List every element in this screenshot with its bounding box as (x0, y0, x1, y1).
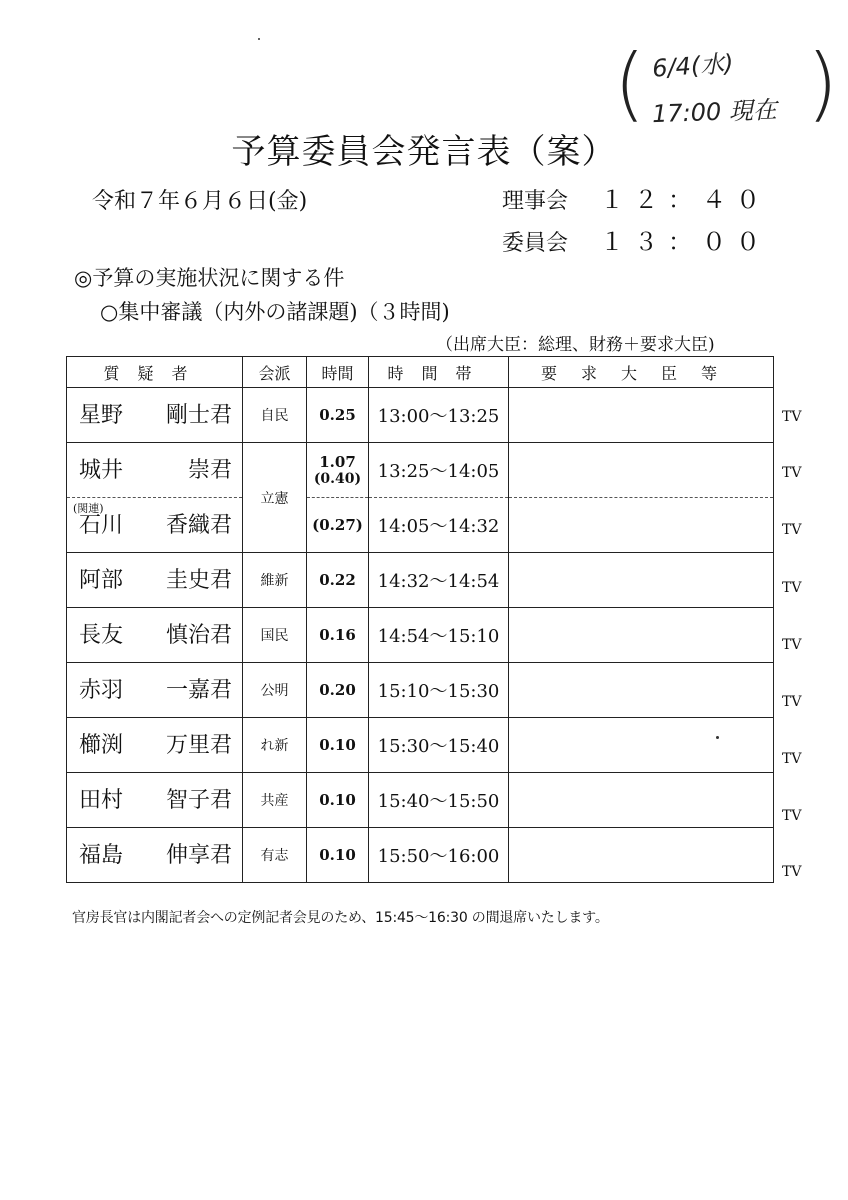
minutes-cell: 0.20 (307, 663, 369, 718)
table-row (67, 663, 774, 718)
party-cell: 自民 (243, 388, 307, 443)
tv-mark: TV (782, 580, 802, 596)
header-minutes: 時間 (307, 357, 369, 388)
table-row (67, 773, 774, 828)
given-name: 万里君 (165, 733, 232, 758)
party-cell: 維新 (243, 553, 307, 608)
meeting-date: 令和７年６月６日(金) (92, 189, 308, 214)
family-name: 福島 (79, 843, 124, 868)
timespan-cell: 13:25〜14:05 (369, 443, 509, 498)
minutes-total: 1.07 (319, 453, 356, 471)
note-date: 6/4(水) (651, 49, 735, 83)
tv-mark: TV (782, 637, 802, 653)
rijikai-time: １２：４０ (600, 186, 770, 214)
note-paren-close: ) (806, 37, 838, 130)
attending-ministers: （出席大臣：総理、財務＋要求大臣) (436, 335, 715, 355)
ministers-cell (509, 773, 774, 828)
minutes-cell: 0.22 (307, 553, 369, 608)
tv-mark: TV (782, 751, 802, 767)
ministers-cell (509, 663, 774, 718)
ministers-cell (509, 718, 774, 773)
party-cell: 共産 (243, 773, 307, 828)
scan-speck (716, 736, 719, 739)
table-row (67, 388, 774, 443)
schedule-table (66, 356, 774, 883)
footer-note: 官房長官は内閣記者会への定例記者会見のため、15:45〜16:30 の間退席いたします。 (72, 910, 609, 926)
given-name: 圭史君 (165, 568, 232, 593)
given-name: 智子君 (165, 788, 232, 813)
timespan-cell: 15:40〜15:50 (369, 773, 509, 828)
family-name: 阿部 (79, 568, 124, 593)
given-name: 剛士君 (165, 403, 232, 428)
header-party: 会派 (243, 357, 307, 388)
questioner-cell (67, 773, 243, 828)
header-row (67, 357, 774, 388)
questioner-cell (67, 553, 243, 608)
kanren-label: (関連) (73, 502, 104, 515)
given-name: 一嘉君 (165, 678, 232, 703)
timespan-cell: 15:50〜16:00 (369, 828, 509, 883)
header-timespan: 時間帯 (369, 357, 509, 388)
family-name: 田村 (79, 788, 124, 813)
minutes-cell: 0.16 (307, 608, 369, 663)
family-name: 石川 (79, 513, 124, 538)
minutes-cell: (0.27) (307, 498, 369, 553)
minutes-cell: 0.10 (307, 718, 369, 773)
tv-mark: TV (782, 808, 802, 824)
timespan-cell: 13:00〜13:25 (369, 388, 509, 443)
questioner-cell (67, 443, 243, 498)
subject: ◎予算の実施状況に関する件 (74, 266, 345, 290)
party-cell: れ新 (243, 718, 307, 773)
tv-mark: TV (782, 409, 802, 425)
timespan-cell: 14:32〜14:54 (369, 553, 509, 608)
handwritten-note (614, 36, 838, 136)
table-row (67, 443, 774, 498)
questioner-cell (67, 608, 243, 663)
table-row (67, 608, 774, 663)
ministers-cell (509, 388, 774, 443)
party-cell: 立憲 (243, 443, 307, 553)
table-row (67, 828, 774, 883)
table-row (67, 553, 774, 608)
questioner-cell (67, 388, 243, 443)
family-name: 城井 (79, 458, 124, 483)
note-time: 17:00 現在 (651, 95, 778, 129)
timespan-cell: 15:30〜15:40 (369, 718, 509, 773)
given-name: 崇君 (187, 458, 232, 483)
tv-mark: TV (782, 864, 802, 880)
ministers-cell (509, 553, 774, 608)
session-title: ○集中審議（内外の諸課題)（３時間) (100, 300, 450, 324)
minutes-cell (307, 443, 369, 498)
tv-mark: TV (782, 694, 802, 710)
timespan-cell: 14:54〜15:10 (369, 608, 509, 663)
minutes-cell: 0.25 (307, 388, 369, 443)
ministers-cell (509, 608, 774, 663)
timespan-cell: 14:05〜14:32 (369, 498, 509, 553)
party-cell: 有志 (243, 828, 307, 883)
rijikai-label: 理事会 (502, 189, 569, 214)
family-name: 長友 (79, 623, 124, 648)
minutes-cell: 0.10 (307, 773, 369, 828)
given-name: 慎治君 (165, 623, 232, 648)
family-name: 櫛渕 (79, 733, 124, 758)
page-title: 予算委員会発言表（案） (231, 132, 617, 172)
iinkai-time: １３：００ (600, 228, 770, 256)
questioner-cell (67, 828, 243, 883)
party-cell: 国民 (243, 608, 307, 663)
family-name: 赤羽 (79, 678, 124, 703)
timespan-cell: 15:10〜15:30 (369, 663, 509, 718)
tv-mark: TV (782, 465, 802, 481)
given-name: 伸享君 (165, 843, 232, 868)
questioner-cell (67, 498, 243, 553)
minutes-cell: 0.10 (307, 828, 369, 883)
family-name: 星野 (79, 403, 124, 428)
party-cell: 公明 (243, 663, 307, 718)
ministers-cell (509, 443, 774, 498)
header-questioner: 質疑者 (67, 357, 243, 388)
note-paren-open: ( (614, 37, 646, 130)
ministers-cell (509, 498, 774, 553)
tv-mark: TV (782, 522, 802, 538)
questioner-cell (67, 718, 243, 773)
table-row (67, 498, 774, 553)
table-row (67, 718, 774, 773)
ministers-cell (509, 828, 774, 883)
given-name: 香織君 (165, 513, 232, 538)
minutes-own: (0.40) (313, 471, 362, 487)
questioner-cell (67, 663, 243, 718)
header-ministers: 要求大臣等 (509, 357, 774, 388)
iinkai-label: 委員会 (502, 231, 569, 256)
scan-speck (258, 38, 260, 40)
